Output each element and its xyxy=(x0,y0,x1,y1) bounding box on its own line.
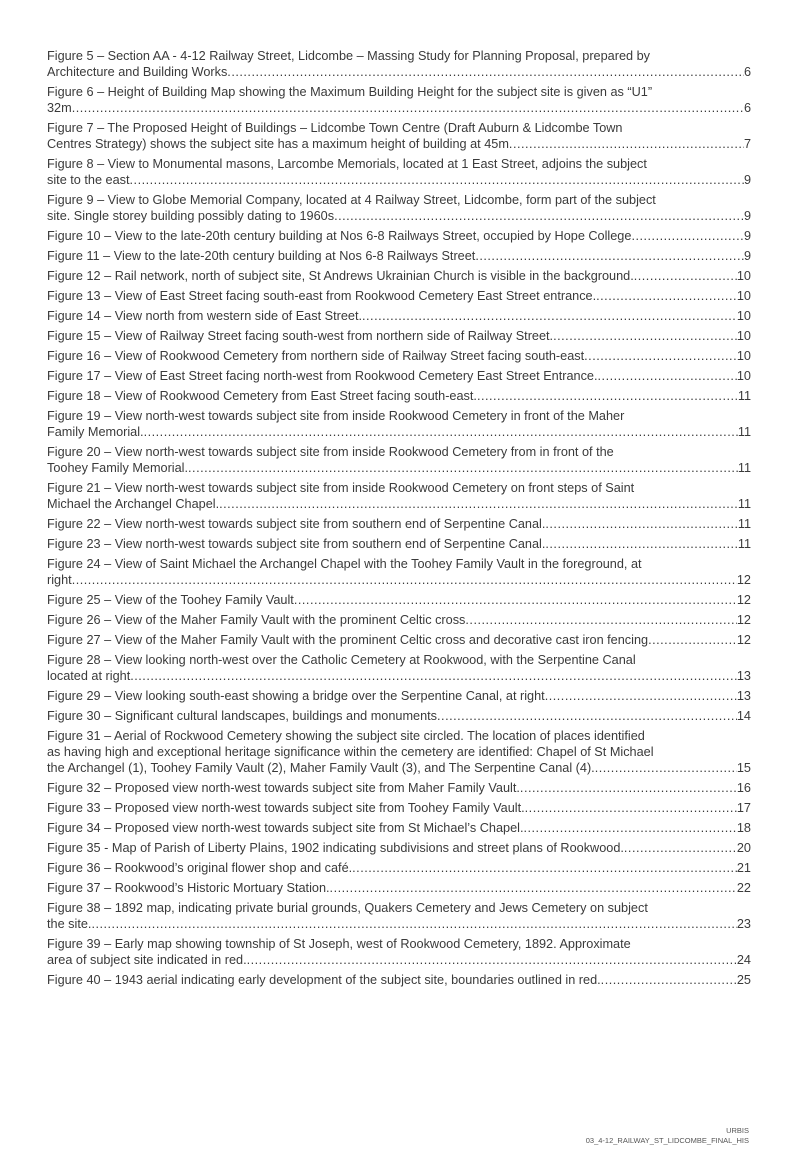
toc-entry[interactable] xyxy=(47,228,751,244)
toc-entry-line xyxy=(47,780,751,796)
toc-leader-dots xyxy=(509,136,744,152)
toc-page-number: 9 xyxy=(743,173,751,187)
toc-entry[interactable] xyxy=(47,728,751,776)
toc-page-number: 9 xyxy=(743,229,751,243)
toc-entry-text: Figure 28 – View looking north-west over the Catholic Cemetery at Rookwood, with the Serpentine Canal xyxy=(47,653,636,667)
toc-entry-text: Figure 14 – View north from western side of East Street. xyxy=(47,309,362,323)
toc-leader-dots xyxy=(545,688,737,704)
toc-page-number: 11 xyxy=(737,461,751,475)
toc-leader-dots xyxy=(362,308,737,324)
toc-entry-text: Figure 22 – View north-west towards subject site from southern end of Serpentine Canal. xyxy=(47,517,546,531)
toc-entry-line xyxy=(47,744,751,760)
toc-entry[interactable] xyxy=(47,860,751,876)
toc-entry-line xyxy=(47,120,751,136)
toc-entry-line xyxy=(47,228,751,244)
toc-entry-text: Family Memorial. xyxy=(47,425,144,439)
toc-page-number: 13 xyxy=(736,689,751,703)
toc-entry-text: Figure 27 – View of the Maher Family Vault with the prominent Celtic cross and decorative cast iron fencing xyxy=(47,633,649,647)
toc-entry-line xyxy=(47,348,751,364)
toc-entry[interactable] xyxy=(47,120,751,152)
toc-entry[interactable] xyxy=(47,592,751,608)
toc-entry-text: Figure 7 – The Proposed Height of Buildings – Lidcombe Town Centre (Draft Auburn & Lidcombe Town xyxy=(47,121,623,135)
toc-entry-text: Figure 29 – View looking south-east showing a bridge over the Serpentine Canal, at right xyxy=(47,689,545,703)
toc-entry-text: Figure 19 – View north-west towards subject site from inside Rookwood Cemetery in front of the Maher xyxy=(47,409,625,423)
toc-entry[interactable] xyxy=(47,328,751,344)
toc-entry-text: Michael the Archangel Chapel. xyxy=(47,497,220,511)
toc-leader-dots xyxy=(465,612,736,628)
toc-leader-dots xyxy=(330,880,737,896)
toc-leader-dots xyxy=(545,536,737,552)
toc-leader-dots xyxy=(596,288,737,304)
toc-leader-dots xyxy=(227,64,744,80)
toc-entry-text: Figure 30 – Significant cultural landscapes, buildings and monuments xyxy=(47,709,438,723)
toc-page-number: 7 xyxy=(743,137,751,151)
toc-leader-dots xyxy=(144,424,738,440)
toc-leader-dots xyxy=(624,840,737,856)
toc-entry-text: Figure 25 – View of the Toohey Family Vault xyxy=(47,593,294,607)
toc-entry[interactable] xyxy=(47,408,751,440)
toc-entry-line xyxy=(47,480,751,496)
toc-entry-line xyxy=(47,64,751,80)
toc-entry-text: Toohey Family Memorial. xyxy=(47,461,189,475)
toc-entry-line xyxy=(47,156,751,172)
toc-leader-dots xyxy=(634,268,737,284)
toc-entry-line xyxy=(47,388,751,404)
toc-leader-dots xyxy=(334,208,744,224)
toc-entry-text: Figure 8 – View to Monumental masons, Larcombe Memorials, located at 1 East Street, adjoins the subject xyxy=(47,157,647,171)
toc-leader-dots xyxy=(130,668,737,684)
toc-entry[interactable] xyxy=(47,48,751,80)
footer-doc-ref: 03_4-12_RAILWAY_ST_LIDCOMBE_FINAL_HIS xyxy=(585,1135,749,1145)
toc-leader-dots xyxy=(130,172,744,188)
toc-entry-text: Figure 33 – Proposed view north-west towards subject site from Toohey Family Vault. xyxy=(47,801,525,815)
toc-page-number: 20 xyxy=(736,841,751,855)
toc-entry[interactable] xyxy=(47,388,751,404)
toc-entry-line xyxy=(47,192,751,208)
toc-entry-line xyxy=(47,820,751,836)
toc-page-number: 10 xyxy=(736,269,751,283)
toc-entry-line xyxy=(47,408,751,424)
toc-page-number: 12 xyxy=(736,613,751,627)
toc-entry-text: Figure 26 – View of the Maher Family Vault with the prominent Celtic cross xyxy=(47,613,466,627)
toc-leader-dots xyxy=(601,972,737,988)
toc-entry-text: Figure 37 – Rookwood’s Historic Mortuary Station. xyxy=(47,881,330,895)
toc-entry-text: Figure 13 – View of East Street facing south-east from Rookwood Cemetery East Street entrance. xyxy=(47,289,597,303)
toc-entry-line xyxy=(47,100,751,116)
toc-entry-line xyxy=(47,972,751,988)
toc-leader-dots xyxy=(598,368,737,384)
toc-entry-text: Figure 5 – Section AA - 4-12 Railway Street, Lidcombe – Massing Study for Planning Proposal, prepared by xyxy=(47,49,650,63)
toc-entry-text: Figure 18 – View of Rookwood Cemetery from East Street facing south-east. xyxy=(47,389,477,403)
toc-entry-text: Figure 9 – View to Globe Memorial Company, located at 4 Railway Street, Lidcombe, form part of the subject xyxy=(47,193,656,207)
toc-page-number: 10 xyxy=(736,349,751,363)
toc-entry-text: Figure 35 - Map of Parish of Liberty Plains, 1902 indicating subdivisions and street plans of Rookwood. xyxy=(47,841,624,855)
toc-entry-text: Figure 16 – View of Rookwood Cemetery from northern side of Railway Street facing south-east xyxy=(47,349,585,363)
toc-entry-text: Figure 6 – Height of Building Map showing the Maximum Building Height for the subject site is given as “U1” xyxy=(47,85,653,99)
toc-leader-dots xyxy=(584,348,737,364)
toc-page-number: 11 xyxy=(737,497,751,511)
toc-leader-dots xyxy=(631,228,744,244)
toc-entry-line xyxy=(47,496,751,512)
toc-entry[interactable] xyxy=(47,972,751,988)
toc-entry-line xyxy=(47,516,751,532)
toc-entry[interactable] xyxy=(47,288,751,304)
toc-page-number: 17 xyxy=(736,801,751,815)
toc-entry-text: Figure 34 – Proposed view north-west towards subject site from St Michael’s Chapel. xyxy=(47,821,524,835)
toc-leader-dots xyxy=(247,952,737,968)
toc-entry-line xyxy=(47,952,751,968)
toc-page-number: 22 xyxy=(736,881,751,895)
toc-page-number: 6 xyxy=(743,101,751,115)
toc-page-number: 21 xyxy=(736,861,751,875)
toc-leader-dots xyxy=(477,388,738,404)
toc-entry-line xyxy=(47,572,751,588)
toc-leader-dots xyxy=(595,760,737,776)
toc-entry-line xyxy=(47,268,751,284)
footer-company: URBIS xyxy=(726,1126,749,1135)
toc-entry-line xyxy=(47,880,751,896)
toc-entry-line xyxy=(47,800,751,816)
toc-entry[interactable] xyxy=(47,612,751,628)
toc-leader-dots xyxy=(91,916,736,932)
toc-entry[interactable] xyxy=(47,880,751,896)
toc-entry-text: area of subject site indicated in red. xyxy=(47,953,247,967)
toc-entry-line xyxy=(47,760,751,776)
toc-entry[interactable] xyxy=(47,480,751,512)
toc-entry[interactable] xyxy=(47,780,751,796)
toc-entry[interactable] xyxy=(47,444,751,476)
toc-leader-dots xyxy=(188,460,738,476)
toc-entry-line xyxy=(47,900,751,916)
table-of-figures xyxy=(47,48,751,992)
toc-leader-dots xyxy=(553,328,737,344)
toc-leader-dots xyxy=(545,516,737,532)
toc-page-number: 14 xyxy=(736,709,751,723)
toc-leader-dots xyxy=(72,100,744,116)
toc-leader-dots xyxy=(352,860,737,876)
toc-leader-dots xyxy=(475,248,744,264)
toc-entry-text: Centres Strategy) shows the subject site has a maximum height of building at 45m xyxy=(47,137,509,151)
toc-entry[interactable] xyxy=(47,800,751,816)
toc-page-number: 18 xyxy=(736,821,751,835)
toc-entry[interactable] xyxy=(47,840,751,856)
toc-entry-text: site. Single storey building possibly dating to 1960s xyxy=(47,209,335,223)
toc-page-number: 15 xyxy=(736,761,751,775)
toc-page-number: 16 xyxy=(736,781,751,795)
toc-entry[interactable] xyxy=(47,348,751,364)
toc-entry-line xyxy=(47,328,751,344)
toc-entry-line xyxy=(47,208,751,224)
toc-entry-text: Figure 24 – View of Saint Michael the Archangel Chapel with the Toohey Family Vault in the foreground, at xyxy=(47,557,642,571)
toc-entry-text: Figure 20 – View north-west towards subject site from inside Rookwood Cemetery from in front of the xyxy=(47,445,614,459)
toc-entry-line xyxy=(47,728,751,744)
toc-page-number: 24 xyxy=(736,953,751,967)
toc-page-number: 11 xyxy=(737,517,751,531)
toc-leader-dots xyxy=(437,708,737,724)
toc-entry-line xyxy=(47,308,751,324)
toc-entry-text: right xyxy=(47,573,72,587)
toc-entry[interactable] xyxy=(47,308,751,324)
toc-leader-dots xyxy=(219,496,738,512)
toc-page-number: 25 xyxy=(736,973,751,987)
toc-entry-text: the Archangel (1), Toohey Family Vault (2), Maher Family Vault (3), and The Serpentine Canal (4). xyxy=(47,761,595,775)
toc-entry-line xyxy=(47,536,751,552)
toc-entry-line xyxy=(47,592,751,608)
toc-entry-text: Figure 11 – View to the late-20th century building at Nos 6-8 Railways Street xyxy=(47,249,476,263)
toc-entry[interactable] xyxy=(47,632,751,648)
toc-page-number: 10 xyxy=(736,329,751,343)
toc-page-number: 11 xyxy=(737,389,751,403)
toc-entry[interactable] xyxy=(47,688,751,704)
toc-entry-text: Figure 23 – View north-west towards subject site from southern end of Serpentine Canal. xyxy=(47,537,546,551)
toc-page-number: 6 xyxy=(743,65,751,79)
toc-entry[interactable] xyxy=(47,84,751,116)
toc-leader-dots xyxy=(520,780,737,796)
toc-entry-line xyxy=(47,668,751,684)
toc-entry-text: located at right xyxy=(47,669,131,683)
toc-entry[interactable] xyxy=(47,556,751,588)
toc-entry[interactable] xyxy=(47,820,751,836)
toc-entry-text: Figure 15 – View of Railway Street facing south-west from northern side of Railway Street. xyxy=(47,329,554,343)
toc-page-number: 9 xyxy=(743,249,751,263)
toc-entry-text: Architecture and Building Works xyxy=(47,65,228,79)
toc-entry[interactable] xyxy=(47,536,751,552)
toc-entry-text: site to the east xyxy=(47,173,130,187)
toc-entry-text: Figure 39 – Early map showing township of St Joseph, west of Rookwood Cemetery, 1892. Approximate xyxy=(47,937,631,951)
toc-entry[interactable] xyxy=(47,936,751,968)
toc-entry-line xyxy=(47,916,751,932)
toc-entry-text: Figure 31 – Aerial of Rockwood Cemetery showing the subject site circled. The location of places identified xyxy=(47,729,645,743)
toc-entry-text: Figure 17 – View of East Street facing north-west from Rookwood Cemetery East Street Entrance. xyxy=(47,369,598,383)
toc-entry-line xyxy=(47,444,751,460)
toc-entry-line xyxy=(47,556,751,572)
toc-entry-text: as having high and exceptional heritage significance within the cemetery are identified: Chapel of St Michael xyxy=(47,745,654,759)
toc-entry[interactable] xyxy=(47,900,751,932)
toc-page-number: 10 xyxy=(736,289,751,303)
toc-entry[interactable] xyxy=(47,248,751,264)
toc-entry-text: Figure 12 – Rail network, north of subject site, St Andrews Ukrainian Church is visible in the background. xyxy=(47,269,634,283)
toc-entry-line xyxy=(47,612,751,628)
toc-entry-text: the site. xyxy=(47,917,92,931)
page-footer xyxy=(586,1126,749,1145)
toc-entry-line xyxy=(47,632,751,648)
toc-entry-line xyxy=(47,652,751,668)
toc-leader-dots xyxy=(523,820,736,836)
toc-entry-text: Figure 36 – Rookwood’s original flower shop and café. xyxy=(47,861,353,875)
toc-entry[interactable] xyxy=(47,268,751,284)
toc-entry-line xyxy=(47,424,751,440)
toc-page-number: 23 xyxy=(736,917,751,931)
toc-entry-line xyxy=(47,460,751,476)
toc-entry[interactable] xyxy=(47,156,751,188)
toc-leader-dots xyxy=(525,800,737,816)
toc-entry-line xyxy=(47,172,751,188)
toc-leader-dots xyxy=(648,632,737,648)
toc-entry-text: Figure 21 – View north-west towards subject site from inside Rookwood Cemetery on front steps of Saint xyxy=(47,481,635,495)
toc-entry-text: Figure 40 – 1943 aerial indicating early development of the subject site, boundaries outlined in red. xyxy=(47,973,601,987)
toc-entry-line xyxy=(47,860,751,876)
toc-entry-line xyxy=(47,84,751,100)
toc-entry[interactable] xyxy=(47,192,751,224)
toc-entry-line xyxy=(47,688,751,704)
toc-page-number: 12 xyxy=(736,593,751,607)
toc-leader-dots xyxy=(72,572,737,588)
toc-entry-line xyxy=(47,288,751,304)
toc-entry[interactable] xyxy=(47,652,751,684)
toc-entry-line xyxy=(47,936,751,952)
toc-entry-line xyxy=(47,708,751,724)
toc-page-number: 13 xyxy=(736,669,751,683)
toc-entry-line xyxy=(47,248,751,264)
toc-entry-text: Figure 38 – 1892 map, indicating private burial grounds, Quakers Cemetery and Jews Cemetery on subject xyxy=(47,901,648,915)
toc-entry[interactable] xyxy=(47,368,751,384)
toc-entry-line xyxy=(47,136,751,152)
toc-entry-line xyxy=(47,840,751,856)
toc-page-number: 10 xyxy=(736,369,751,383)
toc-entry-text: Figure 32 – Proposed view north-west towards subject site from Maher Family Vault. xyxy=(47,781,520,795)
toc-entry[interactable] xyxy=(47,708,751,724)
toc-leader-dots xyxy=(294,592,737,608)
toc-entry-line xyxy=(47,368,751,384)
toc-page-number: 9 xyxy=(743,209,751,223)
toc-entry-line xyxy=(47,48,751,64)
toc-page-number: 12 xyxy=(736,573,751,587)
toc-entry-text: 32m xyxy=(47,101,72,115)
toc-entry-text: Figure 10 – View to the late-20th century building at Nos 6-8 Railways Street, occupied by Hope College xyxy=(47,229,632,243)
toc-page-number: 11 xyxy=(737,537,751,551)
toc-entry[interactable] xyxy=(47,516,751,532)
toc-page-number: 12 xyxy=(736,633,751,647)
toc-page-number: 11 xyxy=(737,425,751,439)
toc-page-number: 10 xyxy=(736,309,751,323)
